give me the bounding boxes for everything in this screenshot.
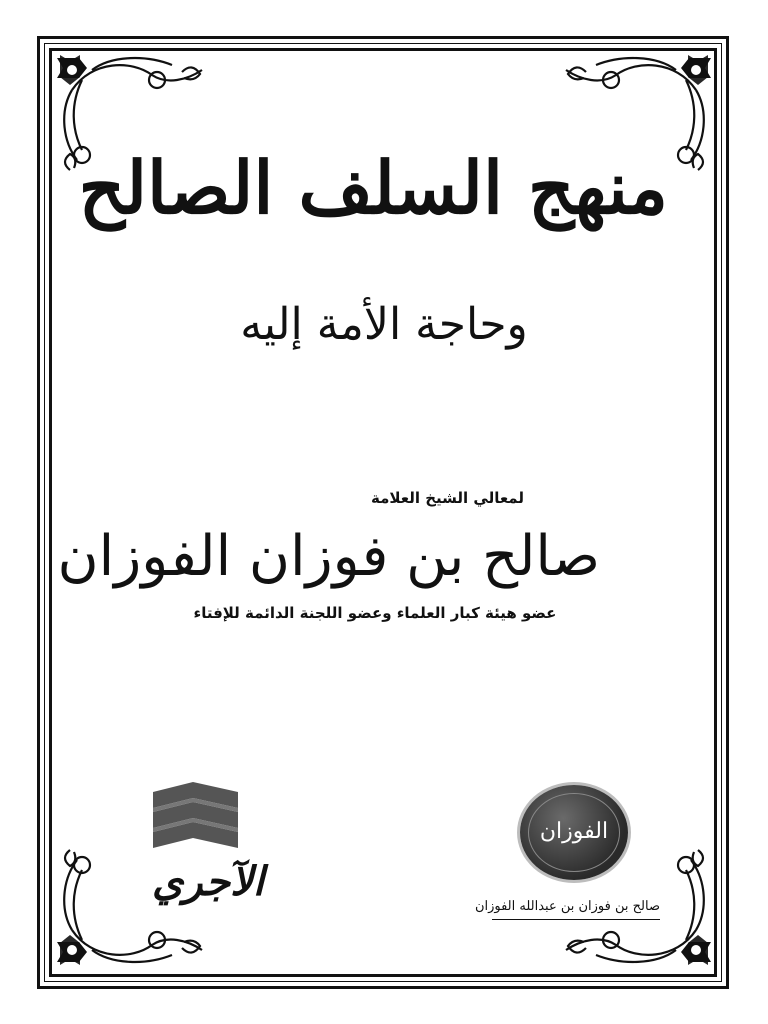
book-title: منهج السلف الصالح — [78, 145, 668, 230]
seal-caption: صالح بن فوزان بن عبدالله الفوزان — [492, 895, 660, 920]
author-position: عضو هيئة كبار العلماء وعضو اللجنة الدائمة للإفتاء — [193, 604, 557, 622]
seal-label: الفوزان — [539, 819, 609, 844]
book-subtitle: وحاجة الأمة إليه — [240, 299, 528, 350]
publisher-name: الآجري — [151, 858, 265, 905]
author-honorific: لمعالي الشيخ العلامة — [370, 489, 524, 507]
author-name: صالح بن فوزان الفوزان — [57, 524, 600, 589]
